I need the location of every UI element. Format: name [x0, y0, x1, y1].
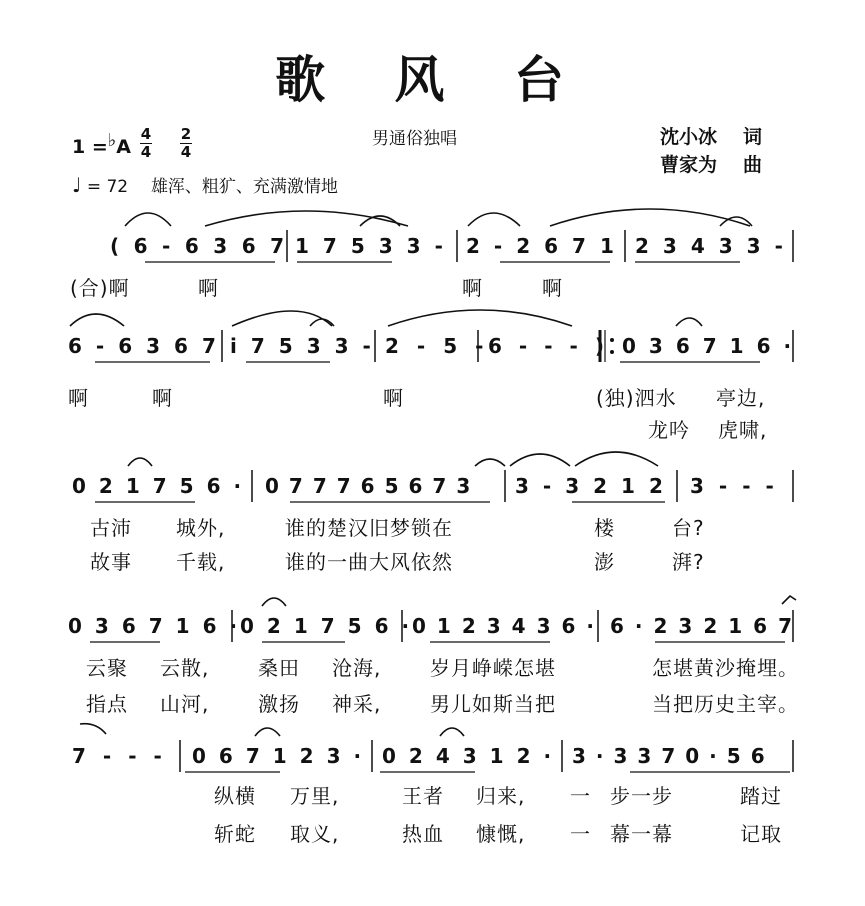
lyric-row-2-line-1-word-4: (独)泗水: [596, 386, 677, 410]
lyric-row-1-line-1-word-3: 啊: [462, 276, 483, 300]
lyric-row-4-line-2-word-4: 神采,: [332, 692, 382, 716]
notation-row-2-d: 6---): [488, 334, 621, 358]
lyric-row-1-line-1-word-2: 啊: [198, 276, 219, 300]
lyric-row-4-line-1-word-4: 沧海,: [332, 656, 382, 680]
lyric-row-4-line-2-word-5: 男儿如斯当把: [430, 692, 556, 716]
notation-row-5-d: 3·3370·56: [572, 744, 775, 768]
notation-row-3-c: 3-3212: [515, 474, 677, 498]
key-tonic: A: [116, 136, 131, 158]
lyric-row-5-line-2-word-5: 一: [570, 822, 591, 846]
notation-row-4-d: 6·232167: [610, 614, 804, 638]
lyric-row-5-line-2-word-2: 取义,: [290, 822, 340, 846]
notation-row-5-c: 024312·: [382, 744, 565, 768]
lyric-row-3-line-2-word-2: 千载,: [176, 550, 226, 574]
lyric-row-3-line-2-word-3: 谁的一曲大风依然: [285, 550, 453, 574]
lyricist: 沈小冰 词: [660, 126, 763, 148]
notation-row-2-b: i7533-: [230, 334, 385, 358]
lyric-row-4-line-1-word-3: 桑田: [258, 656, 300, 680]
lyric-row-5-line-1-word-4: 归来,: [476, 784, 526, 808]
lyric-row-3-line-2-word-4: 澎: [594, 550, 615, 574]
key-prefix: 1 =: [72, 136, 108, 158]
lyric-row-3-line-1-word-3: 谁的楚汉旧梦锁在: [285, 516, 453, 540]
notation-row-3-b: 077765673: [265, 474, 481, 498]
lyric-row-5-line-2-word-4: 慷慨,: [476, 822, 526, 846]
notation-row-4-b: 021756·: [240, 614, 423, 638]
notation-row-3-d: 3---: [690, 474, 789, 498]
notation-row-4-c: 0123436·: [412, 614, 606, 638]
lyric-row-4-line-1-word-5: 岁月峥嵘怎堪: [430, 656, 556, 680]
lyric-row-4-line-2-word-6: 当把历史主宰。: [652, 692, 799, 716]
lyric-row-4-line-1-word-1: 云聚: [86, 656, 128, 680]
lyric-row-3-line-2-word-1: 故事: [90, 550, 132, 574]
lyric-row-2-line-2-word-1: 龙吟: [648, 418, 690, 442]
notation-row-3: 021756·: [72, 474, 255, 498]
lyric-row-3-line-1-word-2: 城外,: [176, 516, 226, 540]
lyric-row-3-line-1-word-1: 古沛: [90, 516, 132, 540]
lyric-row-5-line-2-word-3: 热血: [402, 822, 444, 846]
quarter-note-icon: ♩: [72, 173, 82, 197]
lyric-row-4-line-2-word-3: 激扬: [258, 692, 300, 716]
staff-row-4: [0, 590, 865, 650]
lyric-row-2-line-1-word-5: 亭边,: [716, 386, 766, 410]
tempo-marking: ♩ = 72 雄浑、粗犷、充满激情地: [72, 173, 338, 197]
notation-row-1: (6-6367: [110, 234, 299, 258]
lyric-row-5-line-1-word-7: 踏过: [740, 784, 782, 808]
performance-type: 男通俗独唱: [372, 129, 457, 149]
lyric-row-2-line-2-word-2: 虎啸,: [718, 418, 768, 442]
lyric-row-3-line-2-word-5: 湃?: [672, 550, 705, 574]
lyric-row-3-line-1-word-4: 楼: [594, 516, 615, 540]
notation-row-4: 036716·: [68, 614, 251, 638]
staff-row-3: [0, 450, 865, 510]
staff-row-2: [0, 310, 865, 370]
lyric-row-4-line-2-word-1: 指点: [86, 692, 128, 716]
lyric-row-5-line-1-word-1: 纵横: [214, 784, 256, 808]
staff-row-1: [0, 210, 865, 270]
notation-row-5-b: 067123·: [192, 744, 375, 768]
lyric-row-3-line-1-word-5: 台?: [672, 516, 705, 540]
notation-row-2-e: 036716·: [622, 334, 805, 358]
key-signature: [72, 130, 131, 158]
lyric-row-5-line-1-word-5: 一: [570, 784, 591, 808]
notation-row-5: 7---: [72, 744, 179, 768]
lyric-row-5-line-1-word-2: 万里,: [290, 784, 340, 808]
time-signature-4-4: 4 4: [140, 125, 152, 161]
lyric-row-1-line-1-word-4: 啊: [542, 276, 563, 300]
notation-row-1-d: 23433-: [635, 234, 797, 258]
lyric-row-5-line-1-word-6: 步一步: [610, 784, 673, 808]
lyric-row-5-line-2-word-1: 斩蛇: [214, 822, 256, 846]
lyric-row-5-line-2-word-6: 幕一幕: [610, 822, 673, 846]
notation-row-1-b: 17533-: [295, 234, 457, 258]
lyric-row-1-line-1-word-1: (合)啊: [70, 276, 130, 300]
lyric-row-5-line-1-word-3: 王者: [402, 784, 444, 808]
time-signature-2-4: 2 4: [180, 125, 192, 161]
lyric-row-2-line-1-word-3: 啊: [383, 386, 404, 410]
lyric-row-2-line-1-word-2: 啊: [152, 386, 173, 410]
lyric-row-4-line-1-word-2: 云散,: [160, 656, 210, 680]
composer: 曹家为 曲: [660, 154, 763, 176]
lyric-row-4-line-1-word-6: 怎堪黄沙掩埋。: [652, 656, 799, 680]
lyric-row-5-line-2-word-7: 记取: [740, 822, 782, 846]
staff-row-5: [0, 720, 865, 780]
lyric-row-4-line-2-word-2: 山河,: [160, 692, 210, 716]
flat-sign-icon: ♭: [107, 130, 117, 151]
notation-row-1-c: 2-2671: [466, 234, 628, 258]
lyric-row-2-line-1-word-1: 啊: [68, 386, 89, 410]
notation-row-2-c: 2-5-: [385, 334, 502, 358]
notation-row-2: 6-6367: [68, 334, 230, 358]
song-title: 歌 风 台: [275, 50, 590, 109]
